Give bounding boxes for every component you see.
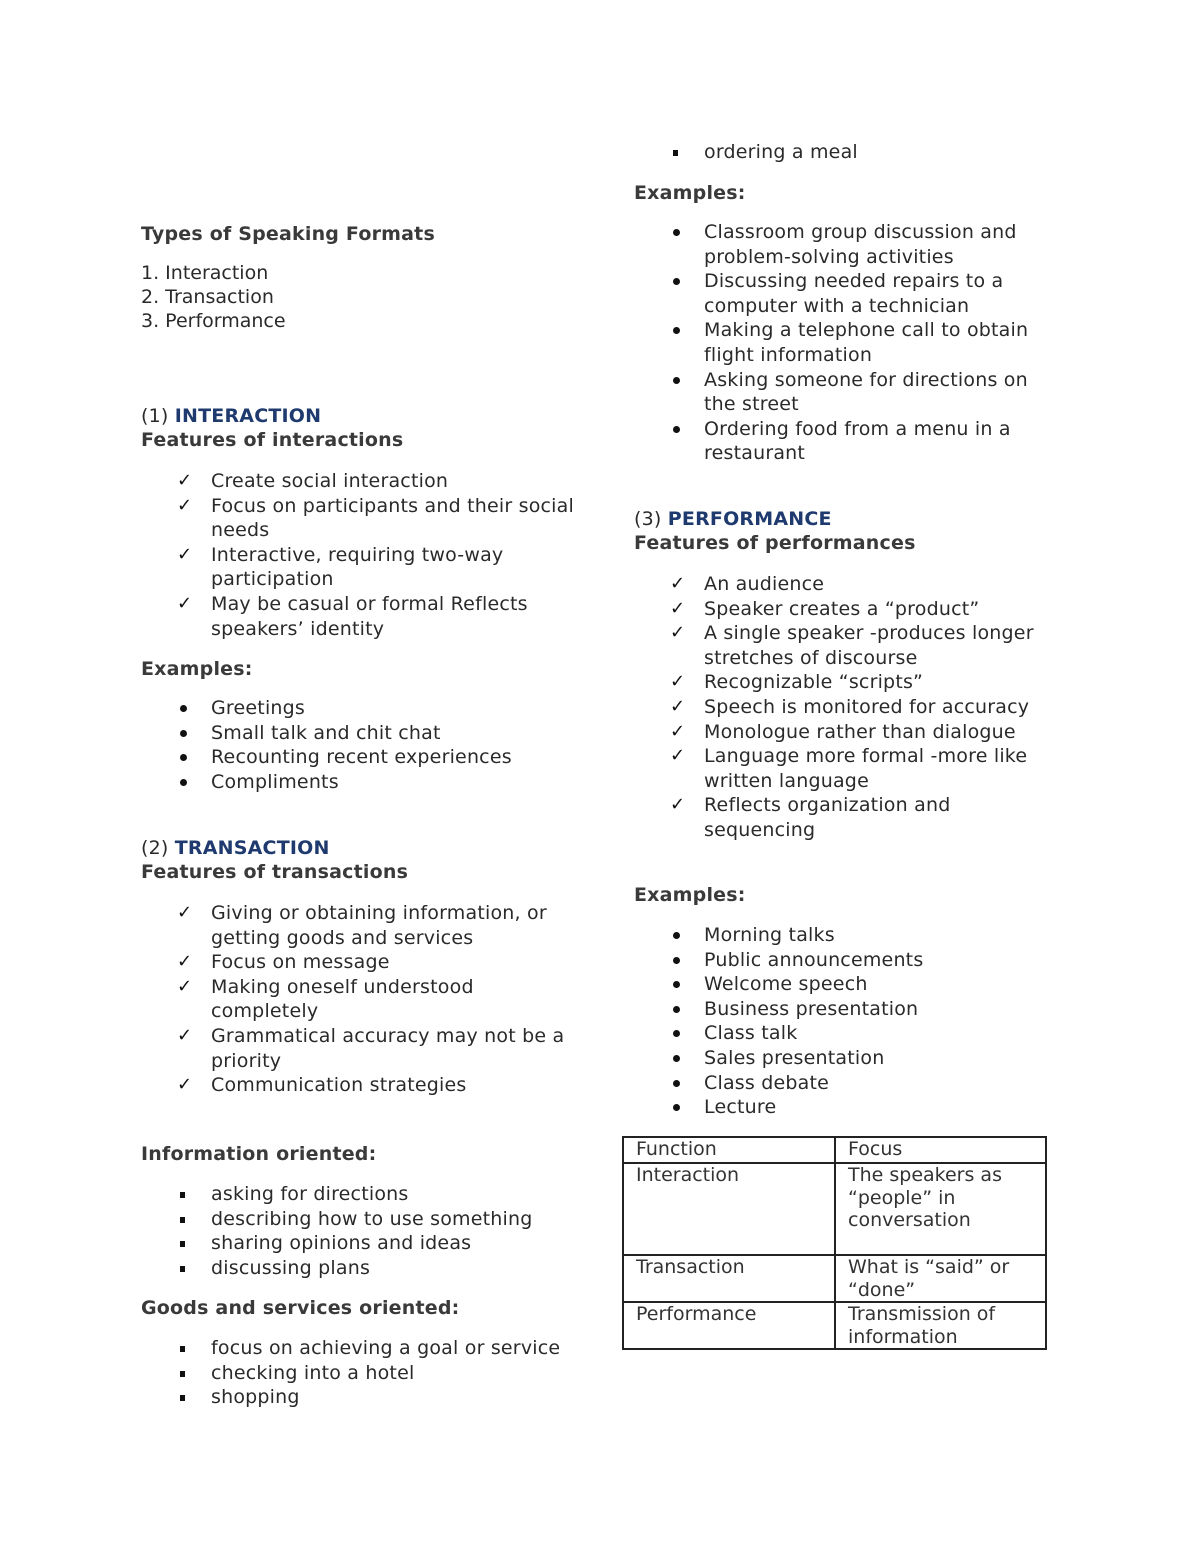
performance-examples-title: Examples: xyxy=(634,884,746,906)
transaction-examples-list xyxy=(634,220,1054,466)
list-item: asking for directions xyxy=(211,1183,409,1205)
list-item: ✓ Focus on message xyxy=(177,951,390,974)
table-header-cell: Focus xyxy=(835,1137,1046,1163)
performance-features-list xyxy=(634,572,1054,843)
check-icon: ✓ xyxy=(670,794,686,816)
list-item: Small talk and chit chat xyxy=(211,721,441,744)
list-item: Asking someone for directions on the street xyxy=(704,368,1028,416)
list-item: Welcome speech xyxy=(704,973,868,996)
list-item: discussing plans xyxy=(211,1256,371,1279)
list-item: ✓ Monologue rather than dialogue xyxy=(670,720,1016,743)
formats-list xyxy=(141,261,581,333)
check-icon: ✓ xyxy=(177,1074,193,1096)
list-item: checking into a hotel xyxy=(211,1361,415,1384)
transaction-features-list xyxy=(141,901,581,1098)
list-item: Ordering food from a menu in a restaurant xyxy=(704,417,1011,465)
performance-features-title: Features of performances xyxy=(634,532,916,554)
list-item: Class talk xyxy=(704,1022,798,1045)
info-oriented-title: Information oriented: xyxy=(141,1143,377,1165)
list-item: Public announcements xyxy=(704,948,924,971)
check-icon: ✓ xyxy=(670,597,686,619)
section-number: (2) xyxy=(141,837,169,859)
check-icon: ✓ xyxy=(177,1024,193,1046)
transaction-heading xyxy=(141,836,581,861)
list-item: ✓ Focus on participants and their social needs xyxy=(177,494,574,542)
interaction-features-list xyxy=(141,469,581,641)
list-item: Class debate xyxy=(704,1071,830,1094)
section-number: (3) xyxy=(634,508,662,530)
check-icon: ✓ xyxy=(177,543,193,565)
check-icon: ✓ xyxy=(177,951,193,973)
performance-examples-list xyxy=(634,923,1054,1120)
transaction-examples-title: Examples: xyxy=(634,182,746,204)
list-item: Business presentation xyxy=(704,997,919,1020)
interaction-heading xyxy=(141,404,581,429)
table-cell: Transmission of information xyxy=(835,1302,1046,1349)
list-item: ✓ An audience xyxy=(670,573,825,595)
list-item: shopping xyxy=(211,1386,300,1409)
list-item: Recounting recent experiences xyxy=(211,746,512,769)
check-icon: ✓ xyxy=(177,470,193,491)
check-icon: ✓ xyxy=(670,695,686,717)
list-item: ✓ Communication strategies xyxy=(177,1074,467,1097)
table-row xyxy=(623,1163,1046,1255)
list-item: Greetings xyxy=(211,697,306,719)
check-icon: ✓ xyxy=(177,494,193,516)
table-header-row xyxy=(623,1137,1046,1163)
interaction-features-title: Features of interactions xyxy=(141,429,404,451)
list-item: ✓ A single speaker -produces longer stretches of discourse xyxy=(670,622,1034,669)
transaction-features-title: Features of transactions xyxy=(141,861,409,883)
table-cell: Interaction xyxy=(623,1163,835,1255)
list-item: ✓ Create social interaction xyxy=(177,470,449,492)
goods-oriented-list-cont xyxy=(634,140,1054,165)
interaction-examples-title: Examples: xyxy=(141,658,253,680)
section-title: INTERACTION xyxy=(174,405,322,427)
table-cell: What is “said” or “done” xyxy=(835,1255,1046,1302)
check-icon: ✓ xyxy=(177,592,193,614)
check-icon: ✓ xyxy=(670,671,686,693)
list-item: ✓ Reflects organization and sequencing xyxy=(670,794,951,841)
section-title: TRANSACTION xyxy=(174,837,330,859)
list-item: ✓ May be casual or formal Reflects speakers’ identity xyxy=(177,592,528,640)
check-icon: ✓ xyxy=(177,902,193,923)
check-icon: ✓ xyxy=(670,573,686,594)
list-item: describing how to use something xyxy=(211,1207,533,1230)
format-item: 1. Interaction xyxy=(141,262,269,284)
section-number: (1) xyxy=(141,405,169,427)
page-title: Types of Speaking Formats xyxy=(141,223,435,245)
list-item: Discussing needed repairs to a computer with a technician xyxy=(704,270,1004,317)
list-item: Morning talks xyxy=(704,924,835,946)
table-row xyxy=(623,1255,1046,1302)
list-item: Lecture xyxy=(704,1096,777,1119)
check-icon: ✓ xyxy=(670,745,686,767)
list-item: focus on achieving a goal or service xyxy=(211,1337,561,1359)
performance-heading xyxy=(634,507,1054,532)
list-item: ✓ Speaker creates a “product” xyxy=(670,597,980,620)
list-item: sharing opinions and ideas xyxy=(211,1232,472,1255)
section-title: PERFORMANCE xyxy=(667,508,832,530)
table-cell: The speakers as “people” in conversation xyxy=(835,1163,1046,1255)
table-header-cell: Function xyxy=(623,1137,835,1163)
goods-oriented-title: Goods and services oriented: xyxy=(141,1297,460,1319)
check-icon: ✓ xyxy=(177,975,193,997)
list-item: ✓ Recognizable “scripts” xyxy=(670,671,924,694)
check-icon: ✓ xyxy=(670,622,686,644)
format-item: 2. Transaction xyxy=(141,286,274,308)
list-item: Compliments xyxy=(211,770,339,793)
list-item: Making a telephone call to obtain flight information xyxy=(704,319,1029,366)
info-oriented-list xyxy=(141,1182,581,1280)
list-item: Classroom group discussion and problem-solving activities xyxy=(704,221,1017,268)
check-icon: ✓ xyxy=(670,720,686,742)
table-cell: Performance xyxy=(623,1302,835,1349)
function-focus-table xyxy=(622,1136,1047,1350)
list-item: Sales presentation xyxy=(704,1046,885,1069)
list-item: ✓ Grammatical accuracy may not be a priority xyxy=(177,1024,565,1072)
list-item: ✓ Language more formal -more like written language xyxy=(670,745,1028,792)
format-item: 3. Performance xyxy=(141,310,286,332)
list-item: ✓ Giving or obtaining information, or getting goods and services xyxy=(177,902,547,949)
table-row xyxy=(623,1302,1046,1349)
list-item: ✓ Interactive, requiring two-way participation xyxy=(177,543,504,591)
left-column xyxy=(141,0,581,1553)
table-cell: Transaction xyxy=(623,1255,835,1302)
interaction-examples-list xyxy=(141,696,581,794)
list-item: ✓ Speech is monitored for accuracy xyxy=(670,695,1030,718)
list-item: ✓ Making oneself understood completely xyxy=(177,975,474,1023)
list-item: ordering a meal xyxy=(704,141,858,163)
goods-oriented-list xyxy=(141,1336,581,1410)
